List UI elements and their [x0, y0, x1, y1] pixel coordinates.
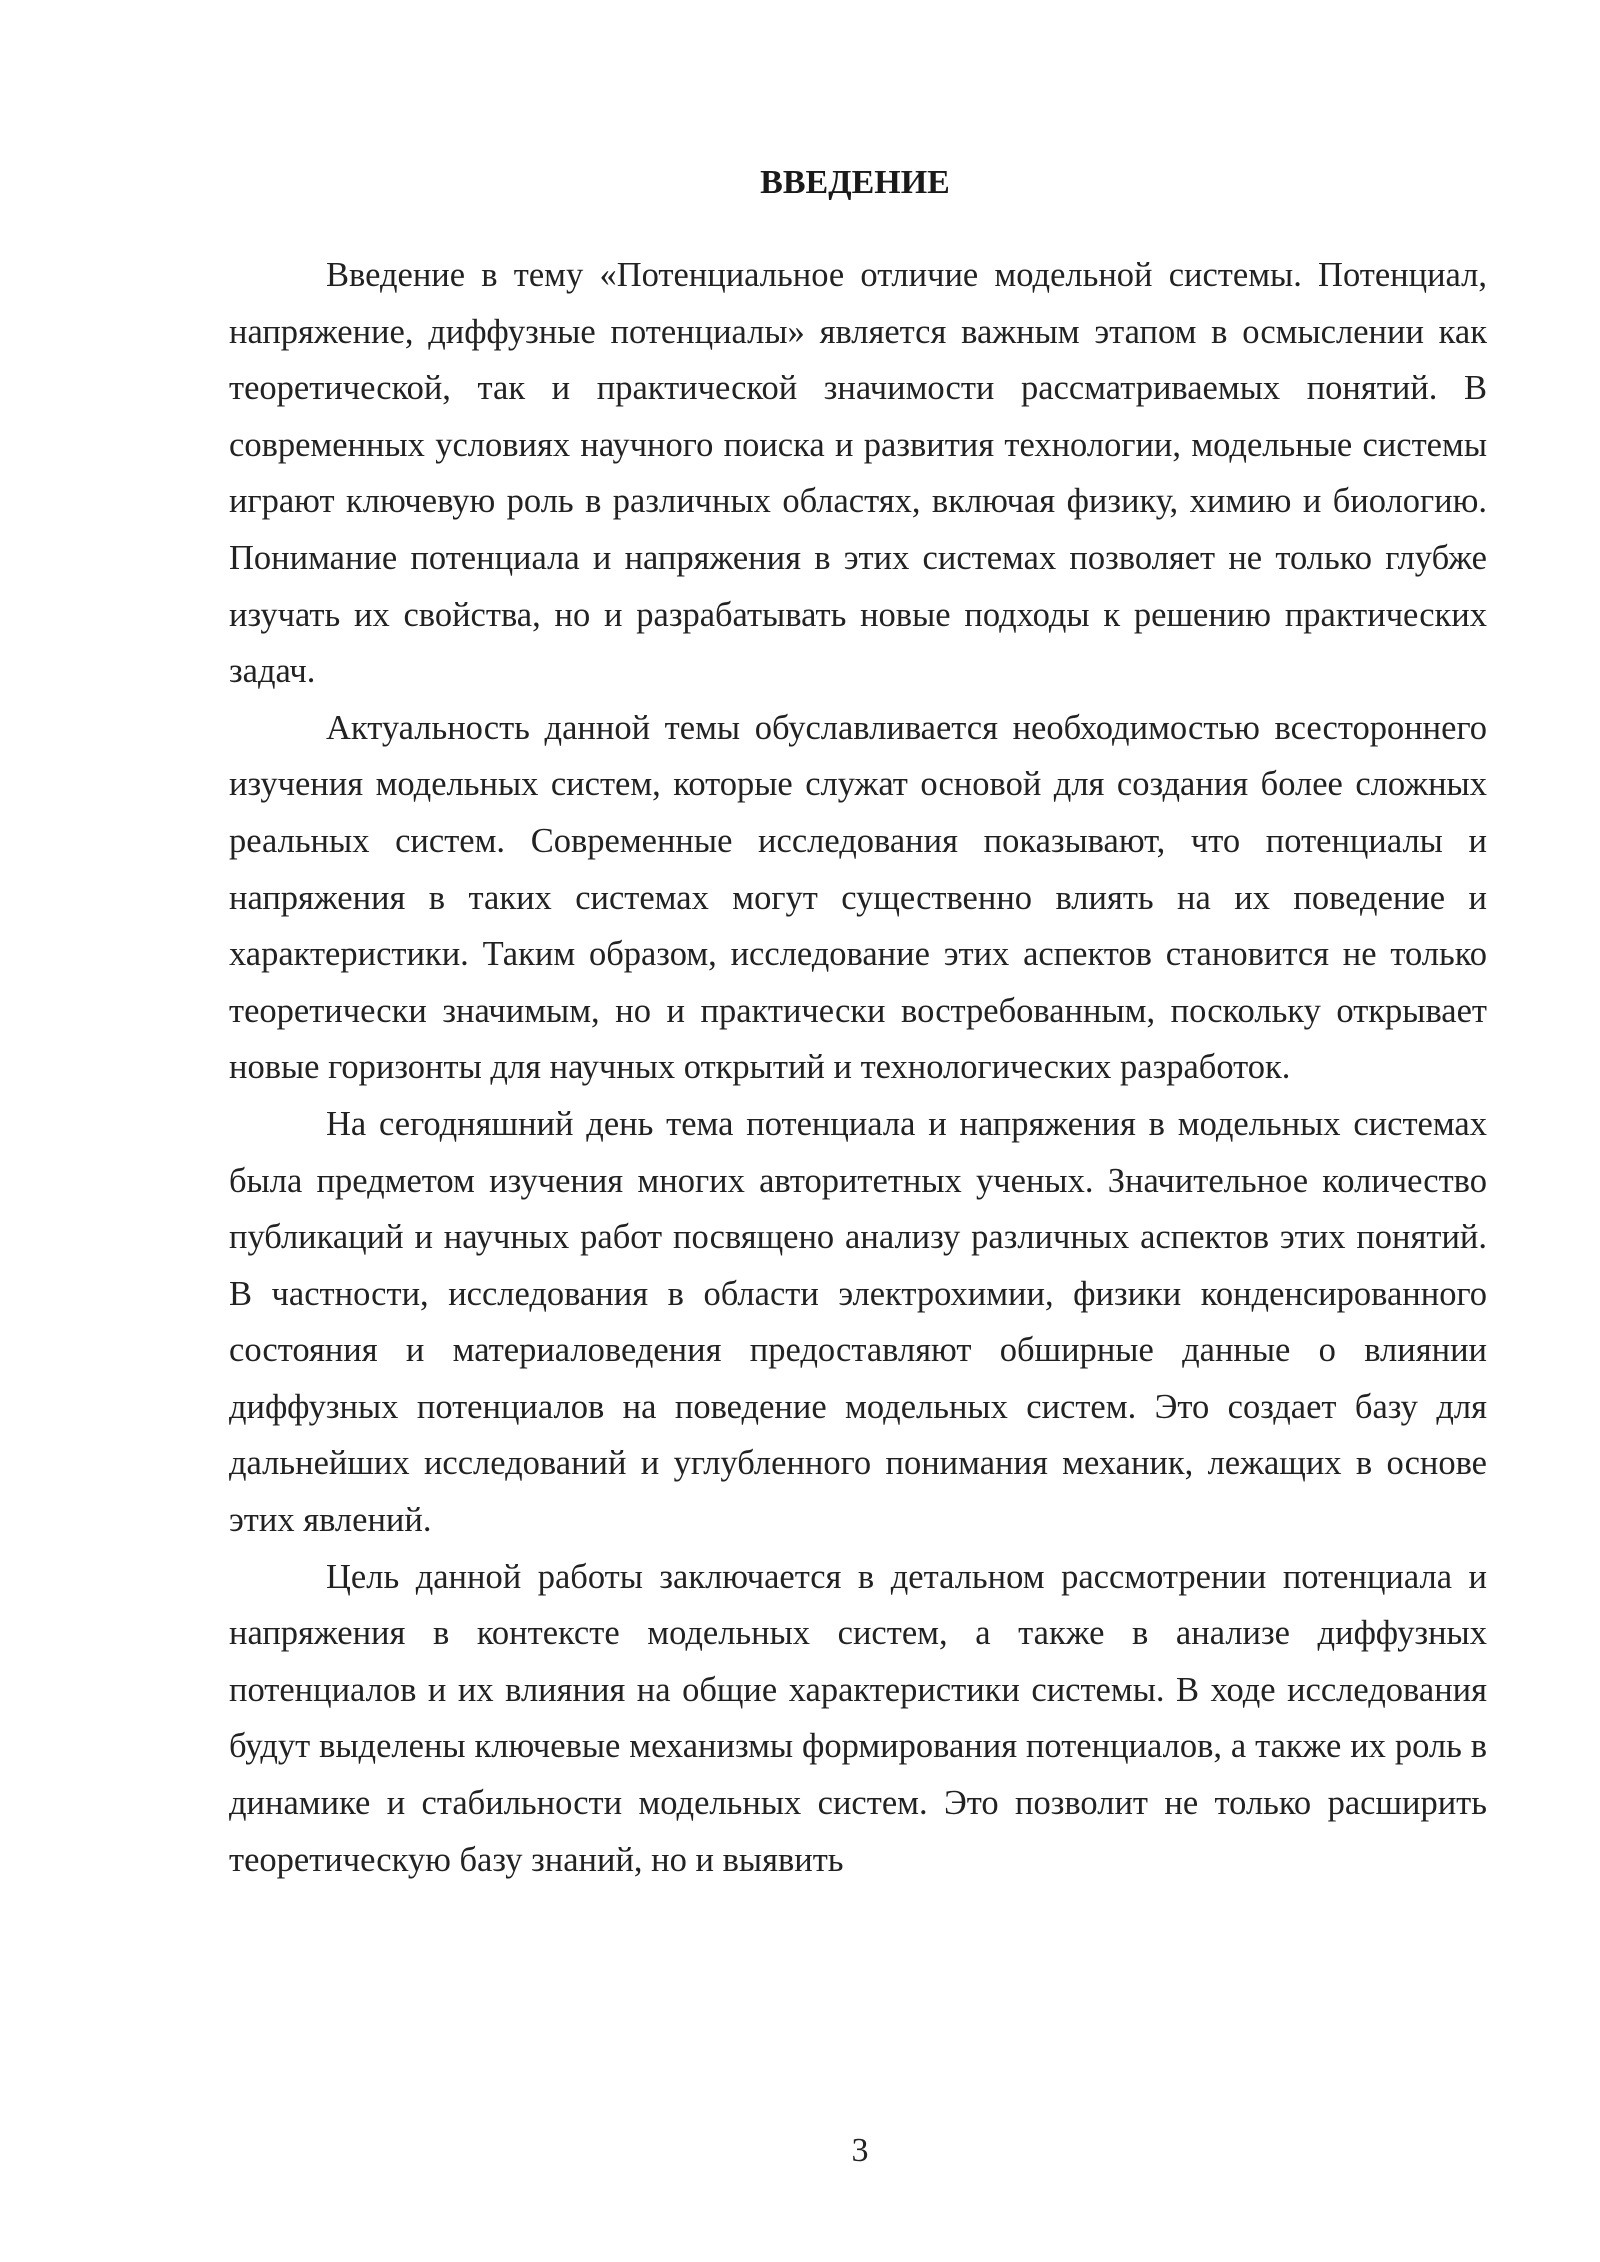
paragraph-introduction: Введение в тему «Потенциальное отличие модельной системы. Потенциал, напряжение, диффузные потенциалы» является важным этапом в осмыслении как теоретической, так и практической значимости рассматриваемых понятий. В современных условиях научного поиска и развития технологии, модельные системы играют ключевую роль в различных областях, включая физику, химию и биологию. Понимание потенциала и напряжения в этих системах позволяет не только глубже изучать их свойства, но и разрабатывать новые подходы к решению практических задач. [229, 256, 1487, 691]
paragraph-goal: Цель данной работы заключается в детальном рассмотрении потенциала и напряжения в контексте модельных систем, а также в анализе диффузных потенциалов и их влияния на общие характеристики системы. В ходе исследования будут выделены ключевые механизмы формирования потенциалов, а также их роль в динамике и стабильности модельных систем. Это позволит не только расширить теоретическую базу знаний, но и выявить [229, 1557, 1487, 1879]
body-text [229, 247, 1487, 1888]
paragraph-state-of-research: На сегодняшний день тема потенциала и напряжения в модельных системах была предметом изучения многих авторитетных ученых. Значительное количество публикаций и научных работ посвящено анализу различных аспектов этих понятий. В частности, исследования в области электрохимии, физики конденсированного состояния и материаловедения предоставляют обширные данные о влиянии диффузных потенциалов на поведение модельных систем. Это создает базу для дальнейших исследований и углубленного понимания механик, лежащих в основе этих явлений. [229, 1104, 1487, 1540]
paragraph-relevance: Актуальность данной темы обуславливается необходимостью всестороннего изучения модельных систем, которые служат основой для создания более сложных реальных систем. Современные исследования показывают, что потенциалы и напряжения в таких системах могут существенно влиять на их поведение и характеристики. Таким образом, исследование этих аспектов становится не только теоретически значимым, но и практически востребованным, поскольку открывает новые горизонты для научных открытий и технологических разработок. [229, 708, 1487, 1087]
page-title: ВВЕДЕНИЕ [760, 164, 950, 201]
page-number: 3 [851, 2132, 869, 2169]
